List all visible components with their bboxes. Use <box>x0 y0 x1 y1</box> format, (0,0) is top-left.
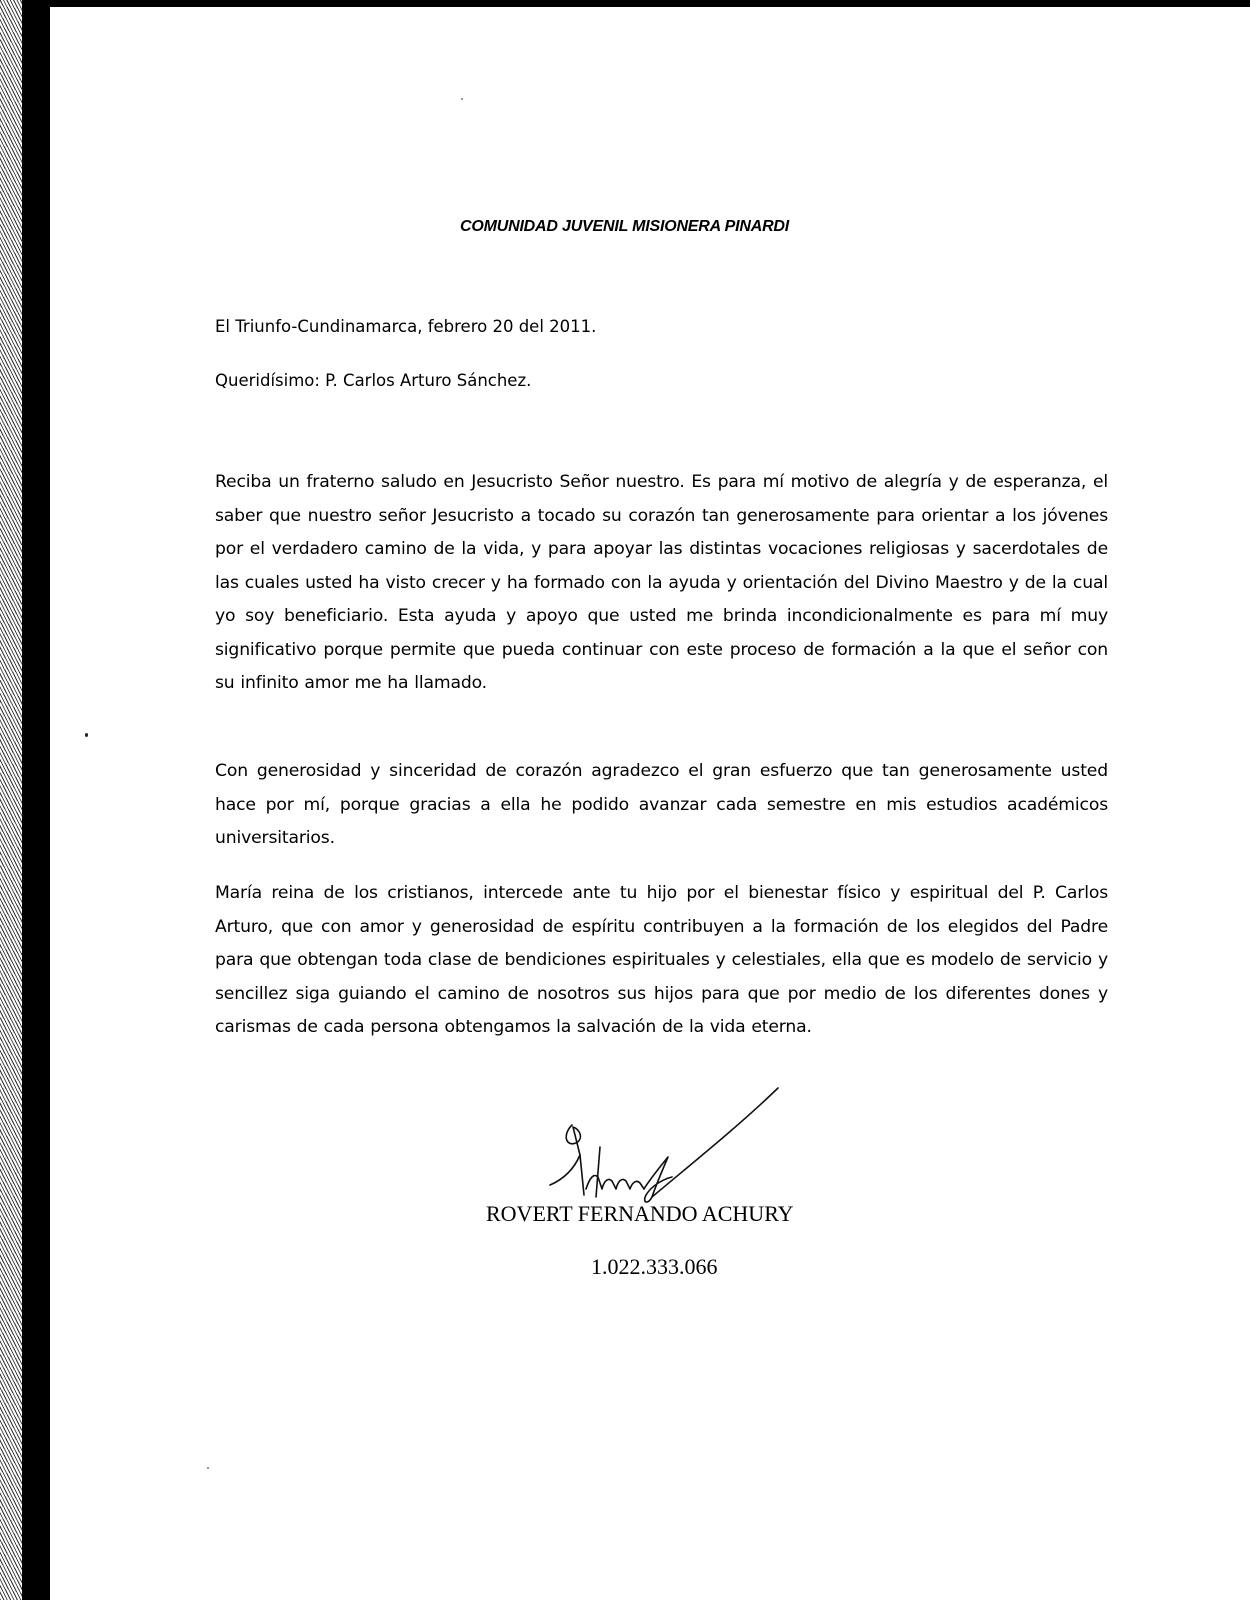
body-paragraph-1: Reciba un fraterno saludo en Jesucristo Señor nuestro. Es para mí motivo de alegría y de esperanza, el saber que nuestro señor Jesucristo a tocado su corazón tan generosamente para orientar a los jóvenes por el verdadero camino de la vida, y para apoyar las distintas vocaciones religiosas y sacerdotales de las cuales usted ha visto crecer y ha formado con la ayuda y orientación del Divino Maestro y de la cual yo soy beneficiario. Esta ayuda y apoyo que usted me brinda incondicionalmente es para mí muy significativo porque permite que pueda continuar con este proceso de formación a la que el señor con su infinito amor me ha llamado. <box>215 472 1108 693</box>
signer-name: ROVERT FERNANDO ACHURY <box>486 1201 794 1226</box>
scan-top-border <box>0 0 1250 7</box>
body-paragraph-2: Con generosidad y sinceridad de corazón agradezco el gran esfuerzo que tan generosamente usted hace por mí, porque gracias a ella he podido avanzar cada semestre en mis estudios académicos universitarios. <box>215 761 1108 848</box>
body-paragraph-3: María reina de los cristianos, intercede ante tu hijo por el bienestar físico y espiritual del P. Carlos Arturo, que con amor y generosidad de espíritu contribuyen a la formación de los elegidos del Padre para que obtengan toda clase de bendiciones espirituales y celestiales, ella que es modelo de servicio y sencillez siga guiando el camino de nosotros sus hijos para que por medio de los diferentes dones y carismas de cada persona obtengamos la salvación de la vida eterna. <box>215 883 1108 1037</box>
scan-speck <box>207 1467 209 1469</box>
date-line: El Triunfo-Cundinamarca, febrero 20 del 2011. <box>215 317 597 336</box>
handwritten-signature <box>540 1085 790 1205</box>
scan-speck <box>85 733 88 737</box>
scan-speck <box>461 98 463 100</box>
scan-left-edge <box>0 0 50 1600</box>
salutation: Queridísimo: P. Carlos Arturo Sánchez. <box>215 371 532 390</box>
signer-id-number: 1.022.333.066 <box>591 1254 718 1279</box>
letter-heading: COMUNIDAD JUVENIL MISIONERA PINARDI <box>460 218 790 235</box>
